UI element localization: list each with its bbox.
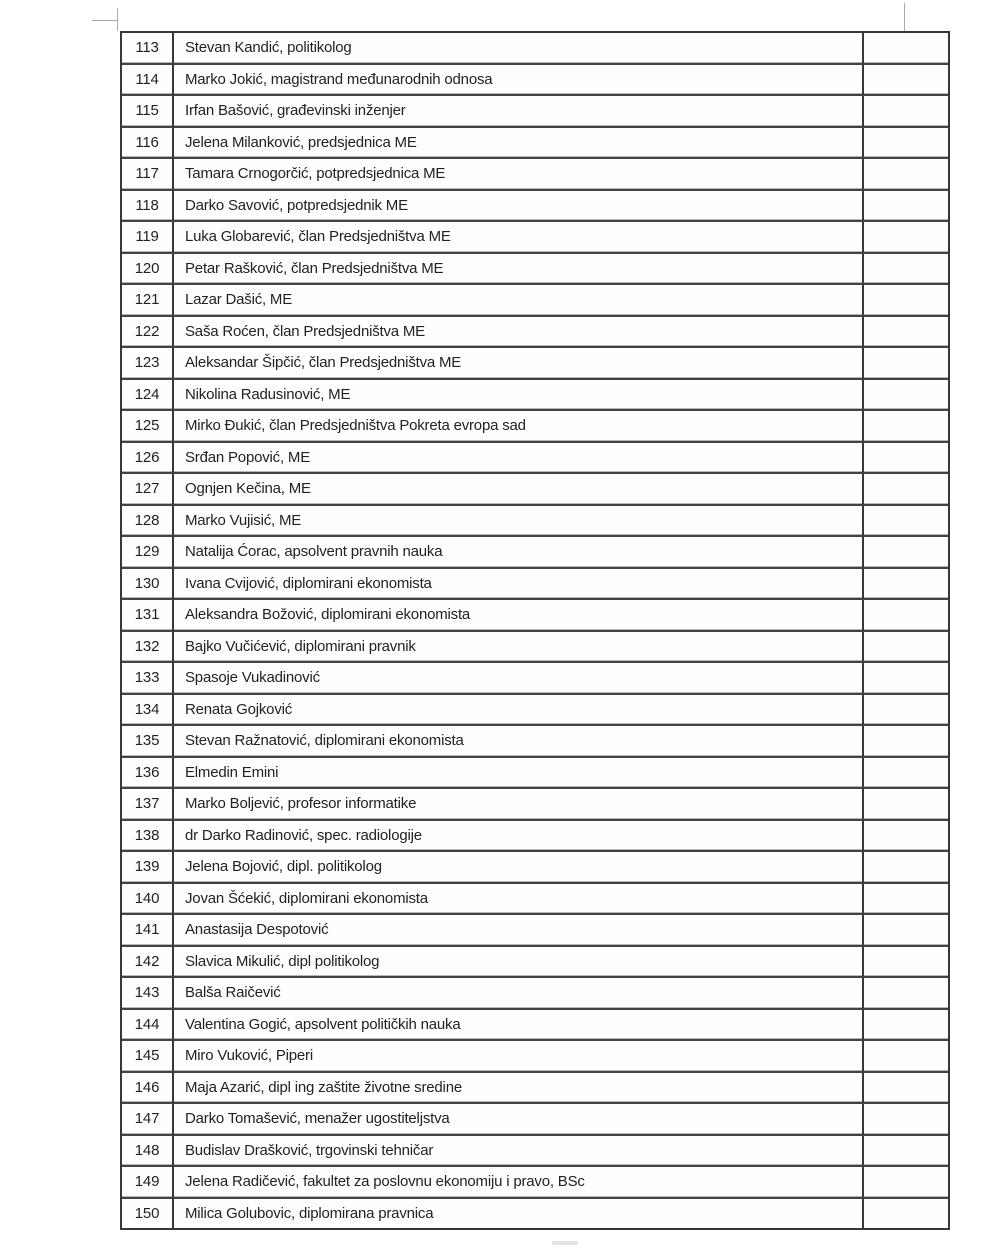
table-row [122,191,948,223]
row-name-cell: Renata Gojković [174,695,864,725]
row-name-cell: Balša Raičević [174,978,864,1008]
row-name-cell: Srđan Popović, ME [174,443,864,473]
table-row [122,1199,948,1229]
row-number-cell: 146 [122,1073,174,1103]
row-number-cell: 116 [122,128,174,158]
table-row [122,852,948,884]
table-row [122,632,948,664]
roster-table [120,31,950,1230]
table-row [122,1136,948,1168]
row-number-cell: 147 [122,1104,174,1134]
row-empty-cell [864,348,948,378]
table-row [122,348,948,380]
row-name-cell: Marko Boljević, profesor informatike [174,789,864,819]
row-name-cell: Valentina Gogić, apsolvent političkih nauka [174,1010,864,1040]
row-empty-cell [864,222,948,252]
table-row [122,1167,948,1199]
row-name-cell: Jovan Šćekić, diplomirani ekonomista [174,884,864,914]
table-row [122,947,948,979]
row-number-cell: 120 [122,254,174,284]
row-empty-cell [864,1104,948,1134]
row-name-cell: Jelena Radičević, fakultet za poslovnu ekonomiju i pravo, BSc [174,1167,864,1197]
row-number-cell: 131 [122,600,174,630]
row-name-cell: Petar Rašković, član Predsjedništva ME [174,254,864,284]
row-name-cell: Ognjen Kečina, ME [174,474,864,504]
table-row [122,474,948,506]
row-name-cell: Anastasija Despotović [174,915,864,945]
row-empty-cell [864,789,948,819]
row-name-cell: Aleksandar Šipčić, član Predsjedništva ME [174,348,864,378]
row-empty-cell [864,1010,948,1040]
crop-mark-top-left-horizontal [92,20,118,21]
row-number-cell: 123 [122,348,174,378]
row-name-cell: Darko Tomašević, menažer ugostiteljstva [174,1104,864,1134]
row-number-cell: 136 [122,758,174,788]
row-number-cell: 142 [122,947,174,977]
table-row [122,443,948,475]
table-row [122,222,948,254]
row-name-cell: Mirko Đukić, član Predsjedništva Pokreta evropa sad [174,411,864,441]
table-row [122,159,948,191]
row-number-cell: 137 [122,789,174,819]
row-empty-cell [864,128,948,158]
row-number-cell: 128 [122,506,174,536]
row-number-cell: 126 [122,443,174,473]
row-name-cell: Spasoje Vukadinović [174,663,864,693]
row-number-cell: 139 [122,852,174,882]
table-row [122,1010,948,1042]
table-row [122,1104,948,1136]
row-name-cell: Slavica Mikulić, dipl politikolog [174,947,864,977]
table-row [122,821,948,853]
row-empty-cell [864,1073,948,1103]
table-row [122,128,948,160]
table-row [122,33,948,65]
row-name-cell: Elmedin Emini [174,758,864,788]
row-number-cell: 143 [122,978,174,1008]
table-row [122,1073,948,1105]
row-name-cell: Darko Savović, potpredsjednik ME [174,191,864,221]
row-empty-cell [864,632,948,662]
row-empty-cell [864,254,948,284]
row-empty-cell [864,191,948,221]
row-empty-cell [864,285,948,315]
row-name-cell: Jelena Bojović, dipl. politikolog [174,852,864,882]
row-number-cell: 132 [122,632,174,662]
row-number-cell: 135 [122,726,174,756]
row-empty-cell [864,96,948,126]
row-empty-cell [864,569,948,599]
row-empty-cell [864,317,948,347]
row-empty-cell [864,1199,948,1229]
row-name-cell: Aleksandra Božović, diplomirani ekonomista [174,600,864,630]
row-number-cell: 113 [122,33,174,63]
row-number-cell: 114 [122,65,174,95]
row-name-cell: Maja Azarić, dipl ing zaštite životne sredine [174,1073,864,1103]
table-row [122,317,948,349]
row-number-cell: 144 [122,1010,174,1040]
row-number-cell: 119 [122,222,174,252]
row-number-cell: 141 [122,915,174,945]
table-row [122,758,948,790]
table-row [122,1041,948,1073]
row-name-cell: Ivana Cvijović, diplomirani ekonomista [174,569,864,599]
row-name-cell: Milica Golubovic, diplomirana pravnica [174,1199,864,1229]
row-number-cell: 145 [122,1041,174,1071]
row-number-cell: 127 [122,474,174,504]
row-empty-cell [864,947,948,977]
row-number-cell: 124 [122,380,174,410]
row-empty-cell [864,758,948,788]
table-row [122,65,948,97]
row-empty-cell [864,726,948,756]
row-empty-cell [864,380,948,410]
row-empty-cell [864,600,948,630]
row-empty-cell [864,506,948,536]
row-name-cell: Lazar Dašić, ME [174,285,864,315]
row-number-cell: 148 [122,1136,174,1166]
table-row [122,695,948,727]
row-empty-cell [864,695,948,725]
table-row [122,726,948,758]
row-empty-cell [864,915,948,945]
row-number-cell: 130 [122,569,174,599]
row-name-cell: Budislav Drašković, trgovinski tehničar [174,1136,864,1166]
row-empty-cell [864,443,948,473]
table-row [122,285,948,317]
row-empty-cell [864,978,948,1008]
row-number-cell: 125 [122,411,174,441]
table-row [122,96,948,128]
row-number-cell: 118 [122,191,174,221]
table-row [122,569,948,601]
table-row [122,380,948,412]
row-empty-cell [864,537,948,567]
row-empty-cell [864,33,948,63]
row-number-cell: 129 [122,537,174,567]
row-empty-cell [864,1136,948,1166]
row-number-cell: 121 [122,285,174,315]
smudge-mark [552,1241,578,1245]
row-name-cell: Natalija Ćorac, apsolvent pravnih nauka [174,537,864,567]
table-row [122,537,948,569]
row-empty-cell [864,884,948,914]
row-name-cell: Luka Globarević, član Predsjedništva ME [174,222,864,252]
row-name-cell: dr Darko Radinović, spec. radiologije [174,821,864,851]
row-name-cell: Tamara Crnogorčić, potpredsjednica ME [174,159,864,189]
row-empty-cell [864,1167,948,1197]
row-number-cell: 138 [122,821,174,851]
row-name-cell: Stevan Ražnatović, diplomirani ekonomista [174,726,864,756]
crop-mark-top-right-vertical [904,3,905,31]
row-empty-cell [864,821,948,851]
row-empty-cell [864,663,948,693]
row-name-cell: Marko Vujisić, ME [174,506,864,536]
row-name-cell: Nikolina Radusinović, ME [174,380,864,410]
row-empty-cell [864,159,948,189]
table-row [122,884,948,916]
row-empty-cell [864,852,948,882]
row-number-cell: 122 [122,317,174,347]
row-empty-cell [864,411,948,441]
table-row [122,915,948,947]
table-row [122,600,948,632]
row-name-cell: Marko Jokić, magistrand međunarodnih odnosa [174,65,864,95]
row-number-cell: 150 [122,1199,174,1229]
table-row [122,506,948,538]
table-row [122,663,948,695]
row-number-cell: 149 [122,1167,174,1197]
row-name-cell: Irfan Bašović, građevinski inženjer [174,96,864,126]
row-name-cell: Jelena Milanković, predsjednica ME [174,128,864,158]
row-name-cell: Bajko Vučićević, diplomirani pravnik [174,632,864,662]
row-number-cell: 115 [122,96,174,126]
table-row [122,254,948,286]
row-name-cell: Miro Vuković, Piperi [174,1041,864,1071]
row-number-cell: 117 [122,159,174,189]
row-empty-cell [864,65,948,95]
row-number-cell: 140 [122,884,174,914]
table-row [122,978,948,1010]
row-name-cell: Stevan Kandić, politikolog [174,33,864,63]
row-empty-cell [864,474,948,504]
table-row [122,411,948,443]
table-row [122,789,948,821]
row-number-cell: 134 [122,695,174,725]
row-name-cell: Saša Roćen, član Predsjedništva ME [174,317,864,347]
row-number-cell: 133 [122,663,174,693]
row-empty-cell [864,1041,948,1071]
